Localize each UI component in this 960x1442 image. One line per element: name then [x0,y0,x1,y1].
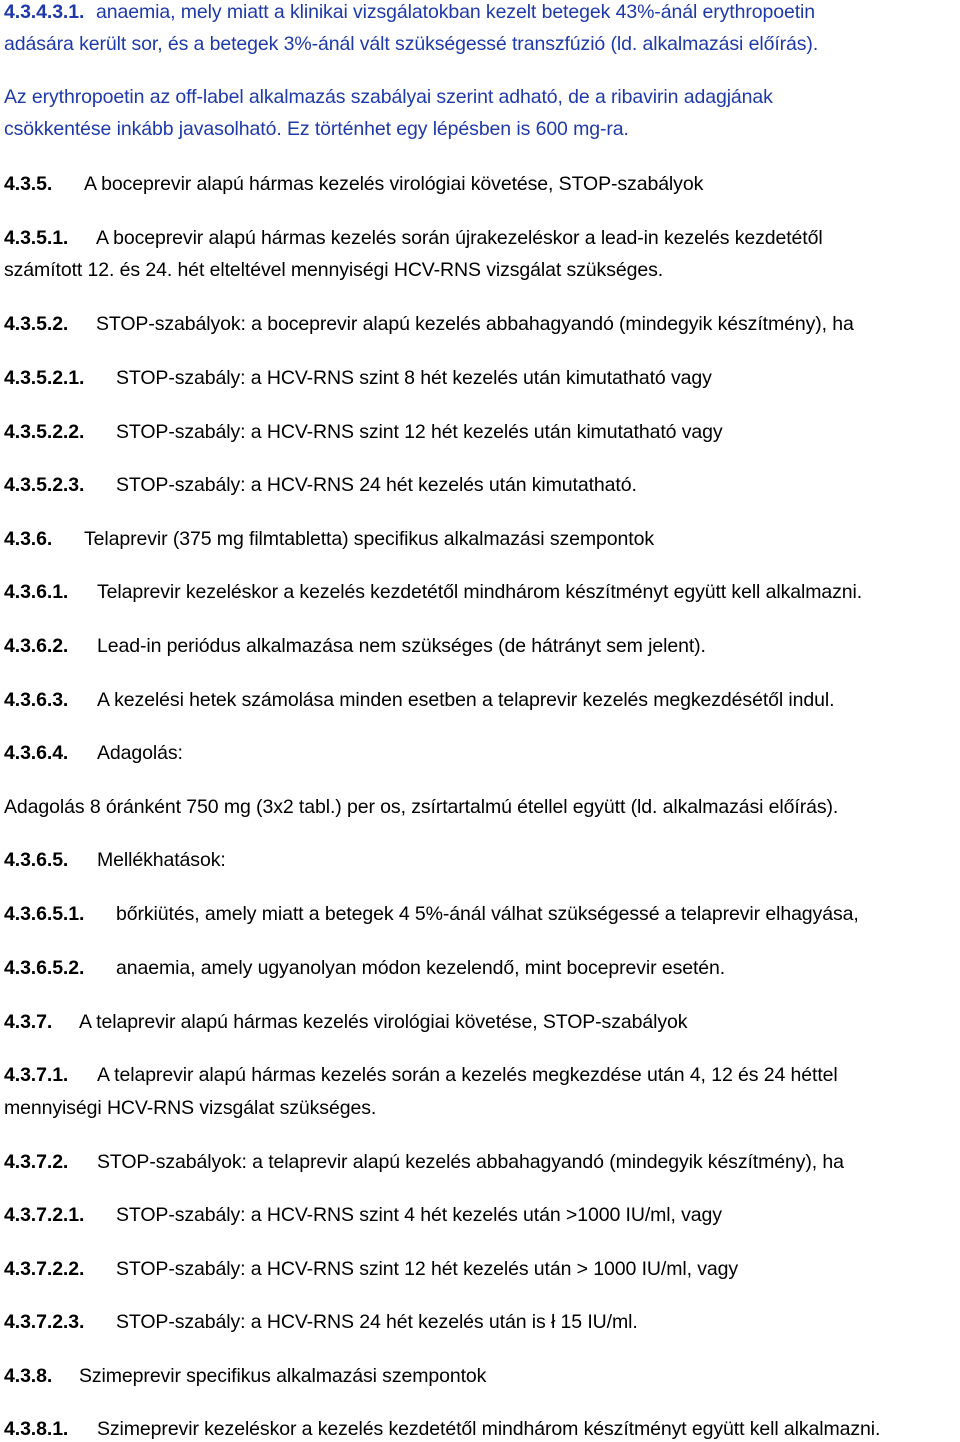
paragraph-text: STOP-szabály: a HCV-RNS 24 hét kezelés után kimutatható. [116,474,637,496]
section-number: 4.3.7.2. [4,1151,69,1173]
paragraph-4-3-5-2-1 [4,366,956,390]
paragraph-4-3-8-1 [4,1417,956,1441]
paragraph-text: STOP-szabály: a HCV-RNS szint 4 hét kezelés után >1000 IU/ml, vagy [116,1204,722,1226]
section-number: 4.3.6.4. [4,742,69,764]
paragraph-4-3-7-2-2 [4,1257,956,1281]
paragraph-4-3-6-3 [4,688,956,712]
heading-text: Szimeprevir specifikus alkalmazási szempontok [79,1365,487,1387]
heading-text: A boceprevir alapú hármas kezelés virológiai követése, STOP-szabályok [84,173,704,195]
heading-4-3-5 [4,172,956,196]
section-number: 4.3.6.3. [4,689,69,711]
section-number: 4.3.7. [4,1011,53,1033]
paragraph-continuation [4,117,956,141]
paragraph-4-3-5-2-3 [4,473,956,497]
paragraph-continuation [4,1096,956,1120]
paragraph-4-3-5-2 [4,312,956,336]
section-number: 4.3.5.2. [4,313,69,335]
section-number: 4.3.8. [4,1365,53,1387]
paragraph-4-3-6-2 [4,634,956,658]
paragraph-text: A telaprevir alapú hármas kezelés során a kezelés megkezdése után 4, 12 és 24 héttel [97,1064,838,1086]
paragraph-text: mennyiségi HCV-RNS vizsgálat szükséges. [4,1097,377,1119]
paragraph-text: Szimeprevir kezeléskor a kezelés kezdetétől mindhárom készítményt együtt kell alkalmazni. [97,1418,881,1440]
section-number: 4.3.6.1. [4,581,69,603]
paragraph-text: Adagolás: [97,742,183,764]
section-number: 4.3.6.5.2. [4,957,85,979]
paragraph-text: A boceprevir alapú hármas kezelés során újrakezeléskor a lead-in kezelés kezdetétől [96,227,823,249]
paragraph-text: bőrkiütés, amely miatt a betegek 4 5%-ánál válhat szükségessé a telaprevir elhagyása, [116,903,859,925]
paragraph-continuation [4,32,956,56]
section-number: 4.3.6.5. [4,849,69,871]
section-number: 4.3.7.2.3. [4,1311,85,1333]
paragraph-text: STOP-szabály: a HCV-RNS szint 8 hét kezelés után kimutatható vagy [116,367,712,389]
paragraph-4-3-6-5-2 [4,956,956,980]
paragraph-4-3-5-1 [4,226,956,250]
paragraph-text: Lead-in periódus alkalmazása nem szükséges (de hátrányt sem jelent). [97,635,706,657]
section-number: 4.3.5.2.3. [4,474,85,496]
section-number: 4.3.7.2.1. [4,1204,85,1226]
paragraph-text: STOP-szabály: a HCV-RNS szint 12 hét kezelés után kimutatható vagy [116,421,723,443]
paragraph-text: anaemia, amely ugyanolyan módon kezelendő, mint boceprevir esetén. [116,957,726,979]
paragraph-text: STOP-szabályok: a boceprevir alapú kezelés abbahagyandó (mindegyik készítmény), ha [96,313,854,335]
section-number: 4.3.7.2.2. [4,1258,85,1280]
section-number: 4.3.5. [4,173,53,195]
section-number: 4.3.5.2.2. [4,421,85,443]
paragraph-4-3-7-1 [4,1063,956,1087]
section-number: 4.3.8.1. [4,1418,69,1440]
paragraph-continuation [4,258,956,282]
section-number: 4.3.7.1. [4,1064,69,1086]
paragraph-text: STOP-szabály: a HCV-RNS szint 12 hét kezelés után > 1000 IU/ml, vagy [116,1258,738,1280]
section-number: 4.3.6.5.1. [4,903,85,925]
paragraph-text: A kezelési hetek számolása minden esetben a telaprevir kezelés megkezdésétől indul. [97,689,835,711]
paragraph-text: adására került sor, és a betegek 3%-ánál vált szükségessé transzfúzió (ld. alkalmazási előírás). [4,33,819,55]
paragraph-dosage [4,795,956,819]
section-number: 4.3.5.2.1. [4,367,85,389]
heading-text: A telaprevir alapú hármas kezelés virológiai követése, STOP-szabályok [79,1011,688,1033]
paragraph-text: Adagolás 8 óránként 750 mg (3x2 tabl.) per os, zsírtartalmú étellel együtt (ld. alkalmazási előírás). [4,796,839,818]
paragraph-4-3-7-2-3 [4,1310,956,1334]
section-number: 4.3.4.3.1. [4,1,85,23]
heading-4-3-6 [4,527,956,551]
paragraph-text: STOP-szabály: a HCV-RNS 24 hét kezelés után is ł 15 IU/ml. [116,1311,638,1333]
paragraph-text: anaemia, mely miatt a klinikai vizsgálatokban kezelt betegek 43%-ánál erythropoetin [96,1,816,23]
paragraph-4-3-6-5 [4,848,956,872]
heading-text: Telaprevir (375 mg filmtabletta) specifikus alkalmazási szempontok [84,528,654,550]
paragraph-4-3-5-2-2 [4,420,956,444]
section-number: 4.3.6.2. [4,635,69,657]
paragraph-text: Mellékhatások: [97,849,226,871]
heading-4-3-8 [4,1364,956,1388]
paragraph-text: Az erythropoetin az off-label alkalmazás szabályai szerint adható, de a ribavirin adagjának [4,86,773,108]
paragraph-text: Telaprevir kezeléskor a kezelés kezdetétől mindhárom készítményt együtt kell alkalmazni. [97,581,863,603]
paragraph-erythropoetin [4,85,956,109]
paragraph-4-3-7-2-1 [4,1203,956,1227]
section-number: 4.3.6. [4,528,53,550]
section-number: 4.3.5.1. [4,227,69,249]
paragraph-4-3-4-3-1 [4,0,956,24]
paragraph-4-3-6-4 [4,741,956,765]
paragraph-text: csökkentése inkább javasolható. Ez történhet egy lépésben is 600 mg-ra. [4,118,629,140]
paragraph-4-3-6-5-1 [4,902,956,926]
paragraph-text: STOP-szabályok: a telaprevir alapú kezelés abbahagyandó (mindegyik készítmény), ha [97,1151,844,1173]
paragraph-4-3-6-1 [4,580,956,604]
paragraph-4-3-7-2 [4,1150,956,1174]
heading-4-3-7 [4,1010,956,1034]
paragraph-text: számított 12. és 24. hét elteltével mennyiségi HCV-RNS vizsgálat szükséges. [4,259,664,281]
